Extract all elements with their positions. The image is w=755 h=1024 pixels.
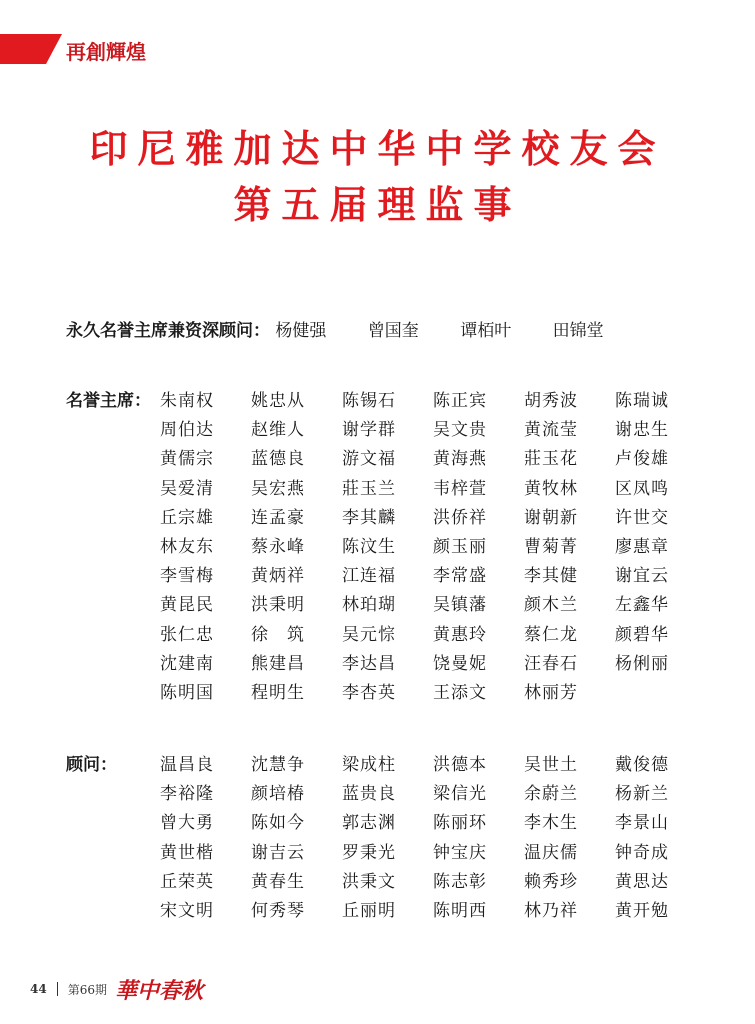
name-entry: 陈锡石	[342, 391, 396, 411]
name-entry: 曹菊菁	[524, 536, 578, 557]
name-entry: 杨新兰	[615, 784, 669, 805]
name-entry: 黄昆民	[160, 595, 214, 616]
section-label: 再創輝煌	[66, 40, 146, 64]
name-entry: 沈建南	[160, 653, 214, 674]
name-entry: 洪德本	[433, 755, 487, 775]
name-entry: 宋文明	[160, 900, 214, 921]
name-entry: 黄世楷	[160, 842, 214, 863]
name-entry: 洪侨祥	[433, 507, 487, 528]
name-entry: 罗秉光	[342, 842, 396, 863]
name-entry: 余蔚兰	[524, 784, 578, 805]
name-entry: 连孟豪	[251, 507, 305, 528]
name-entry: 林友东	[160, 536, 214, 557]
name-entry: 温昌良	[160, 755, 214, 775]
name-entry: 郭志渊	[342, 813, 396, 834]
name-entry: 颜玉丽	[433, 536, 487, 557]
name-entry: 莊玉花	[524, 449, 578, 470]
name-entry: 曾大勇	[160, 813, 214, 834]
name-entry: 吴宏燕	[251, 478, 305, 499]
name-entry: 洪秉明	[251, 595, 305, 616]
name-entry: 李雪梅	[160, 566, 214, 587]
name-entry: 颜木兰	[524, 595, 578, 616]
name-entry: 陈明西	[433, 900, 487, 921]
name-entry: 区凤鸣	[615, 478, 669, 499]
name-entry: 许世交	[615, 507, 669, 528]
name-entry: 游文福	[342, 449, 396, 470]
advisors-label: 顾问：	[66, 755, 117, 775]
honorary-advisor-row	[66, 316, 640, 341]
name-entry: 梁信光	[433, 784, 487, 805]
name-entry: 黄儒宗	[160, 449, 214, 470]
name-entry: 李木生	[524, 813, 578, 834]
name-entry: 熊建昌	[251, 653, 305, 674]
name-entry: 韦梓萱	[433, 478, 487, 499]
honorary-advisor-label: 永久名誉主席兼资深顾问：	[66, 321, 270, 341]
name-entry: 谢学群	[342, 420, 396, 441]
name-entry: 汪春石	[524, 653, 578, 674]
name-entry: 林乃祥	[524, 900, 578, 921]
name-entry: 卢俊雄	[615, 449, 669, 470]
name-entry: 李景山	[615, 813, 669, 834]
name-entry: 丘宗雄	[160, 507, 214, 528]
name-entry: 张仁忠	[160, 624, 214, 645]
name-entry: 吴元悰	[342, 624, 396, 645]
honorary-advisor-name: 田锦堂	[552, 321, 604, 341]
name-entry: 朱南权	[160, 391, 214, 411]
name-entry: 蔡永峰	[251, 536, 305, 557]
name-entry: 蓝德良	[251, 449, 305, 470]
page-number: 44	[30, 982, 47, 996]
name-entry: 李裕隆	[160, 784, 214, 805]
name-entry: 谢宜云	[615, 566, 669, 587]
name-entry: 赖秀珍	[524, 871, 578, 892]
name-entry: 吴镇藩	[433, 595, 487, 616]
name-entry: 周伯达	[160, 420, 214, 441]
name-entry: 杨俐丽	[615, 653, 669, 674]
name-entry: 黄海燕	[433, 449, 487, 470]
name-entry: 吴文贵	[433, 420, 487, 441]
name-entry: 洪秉文	[342, 871, 396, 892]
section-banner-icon	[0, 34, 62, 64]
name-entry: 陈正宾	[433, 391, 487, 411]
name-entry: 林丽芳	[524, 682, 578, 703]
name-entry: 廖惠章	[615, 536, 669, 557]
page-title-line2: 第五届理监事	[233, 182, 522, 227]
name-entry: 戴俊德	[615, 755, 669, 775]
footer-divider	[57, 982, 58, 996]
honorary-advisor-name: 曾国奎	[367, 321, 419, 341]
name-entry: 程明生	[251, 682, 305, 703]
name-entry: 陈明国	[160, 682, 214, 703]
advisors-list	[160, 750, 706, 925]
name-entry: 姚忠从	[251, 391, 305, 411]
name-entry: 丘荣英	[160, 871, 214, 892]
name-entry: 蔡仁龙	[524, 624, 578, 645]
name-entry: 蓝贵良	[342, 784, 396, 805]
name-entry: 温庆儒	[524, 842, 578, 863]
name-entry: 丘丽明	[342, 900, 396, 921]
honorary-chairmen-list	[160, 386, 706, 707]
name-entry: 黄惠玲	[433, 624, 487, 645]
magazine-logo: 華中春秋	[114, 977, 203, 1004]
name-entry: 谢忠生	[615, 420, 669, 441]
name-entry: 黄流莹	[524, 420, 578, 441]
name-entry: 颜培椿	[251, 784, 305, 805]
name-entry: 赵维人	[251, 420, 305, 441]
name-entry: 徐 筑	[251, 624, 305, 645]
honorary-advisor-name: 谭栢叶	[460, 321, 512, 341]
name-entry: 颜碧华	[615, 624, 669, 645]
page-footer	[30, 974, 203, 1004]
name-entry: 李常盛	[433, 566, 487, 587]
page-title-line1: 印尼雅加达中华中学校友会	[89, 126, 666, 171]
name-entry: 陈志彰	[433, 871, 487, 892]
name-entry: 李其健	[524, 566, 578, 587]
name-entry: 谢朝新	[524, 507, 578, 528]
name-entry: 谢吉云	[251, 842, 305, 863]
name-entry: 钟宝庆	[433, 842, 487, 863]
name-entry: 李其麟	[342, 507, 396, 528]
name-entry: 李达昌	[342, 653, 396, 674]
name-entry: 梁成柱	[342, 755, 396, 775]
name-entry: 沈慧争	[251, 755, 305, 775]
name-entry: 李杏英	[342, 682, 396, 703]
honorary-chairmen-label: 名誉主席：	[66, 391, 151, 411]
name-entry: 何秀琴	[251, 900, 305, 921]
honorary-advisor-name: 杨健强	[275, 321, 327, 341]
name-entry: 黄春生	[251, 871, 305, 892]
name-entry: 钟奇成	[615, 842, 669, 863]
name-entry: 莊玉兰	[342, 478, 396, 499]
name-entry: 黄开勉	[615, 900, 669, 921]
name-entry: 陈瑞诚	[615, 391, 669, 411]
name-entry: 左鑫华	[615, 595, 669, 616]
name-entry: 黄思达	[615, 871, 669, 892]
name-entry: 吴世土	[524, 755, 578, 775]
issue-number: 第66期	[67, 982, 107, 997]
name-entry: 陈丽环	[433, 813, 487, 834]
name-entry: 黄炳祥	[251, 566, 305, 587]
name-entry: 江连福	[342, 566, 396, 587]
name-entry: 陈汶生	[342, 536, 396, 557]
name-entry: 林珀瑚	[342, 595, 396, 616]
name-entry: 王添文	[433, 682, 487, 703]
name-entry: 吴爱清	[160, 478, 214, 499]
name-entry: 陈如今	[251, 813, 305, 834]
name-entry: 饶曼妮	[433, 653, 487, 674]
name-entry: 黄牧林	[524, 478, 578, 499]
name-entry: 胡秀波	[524, 391, 578, 411]
